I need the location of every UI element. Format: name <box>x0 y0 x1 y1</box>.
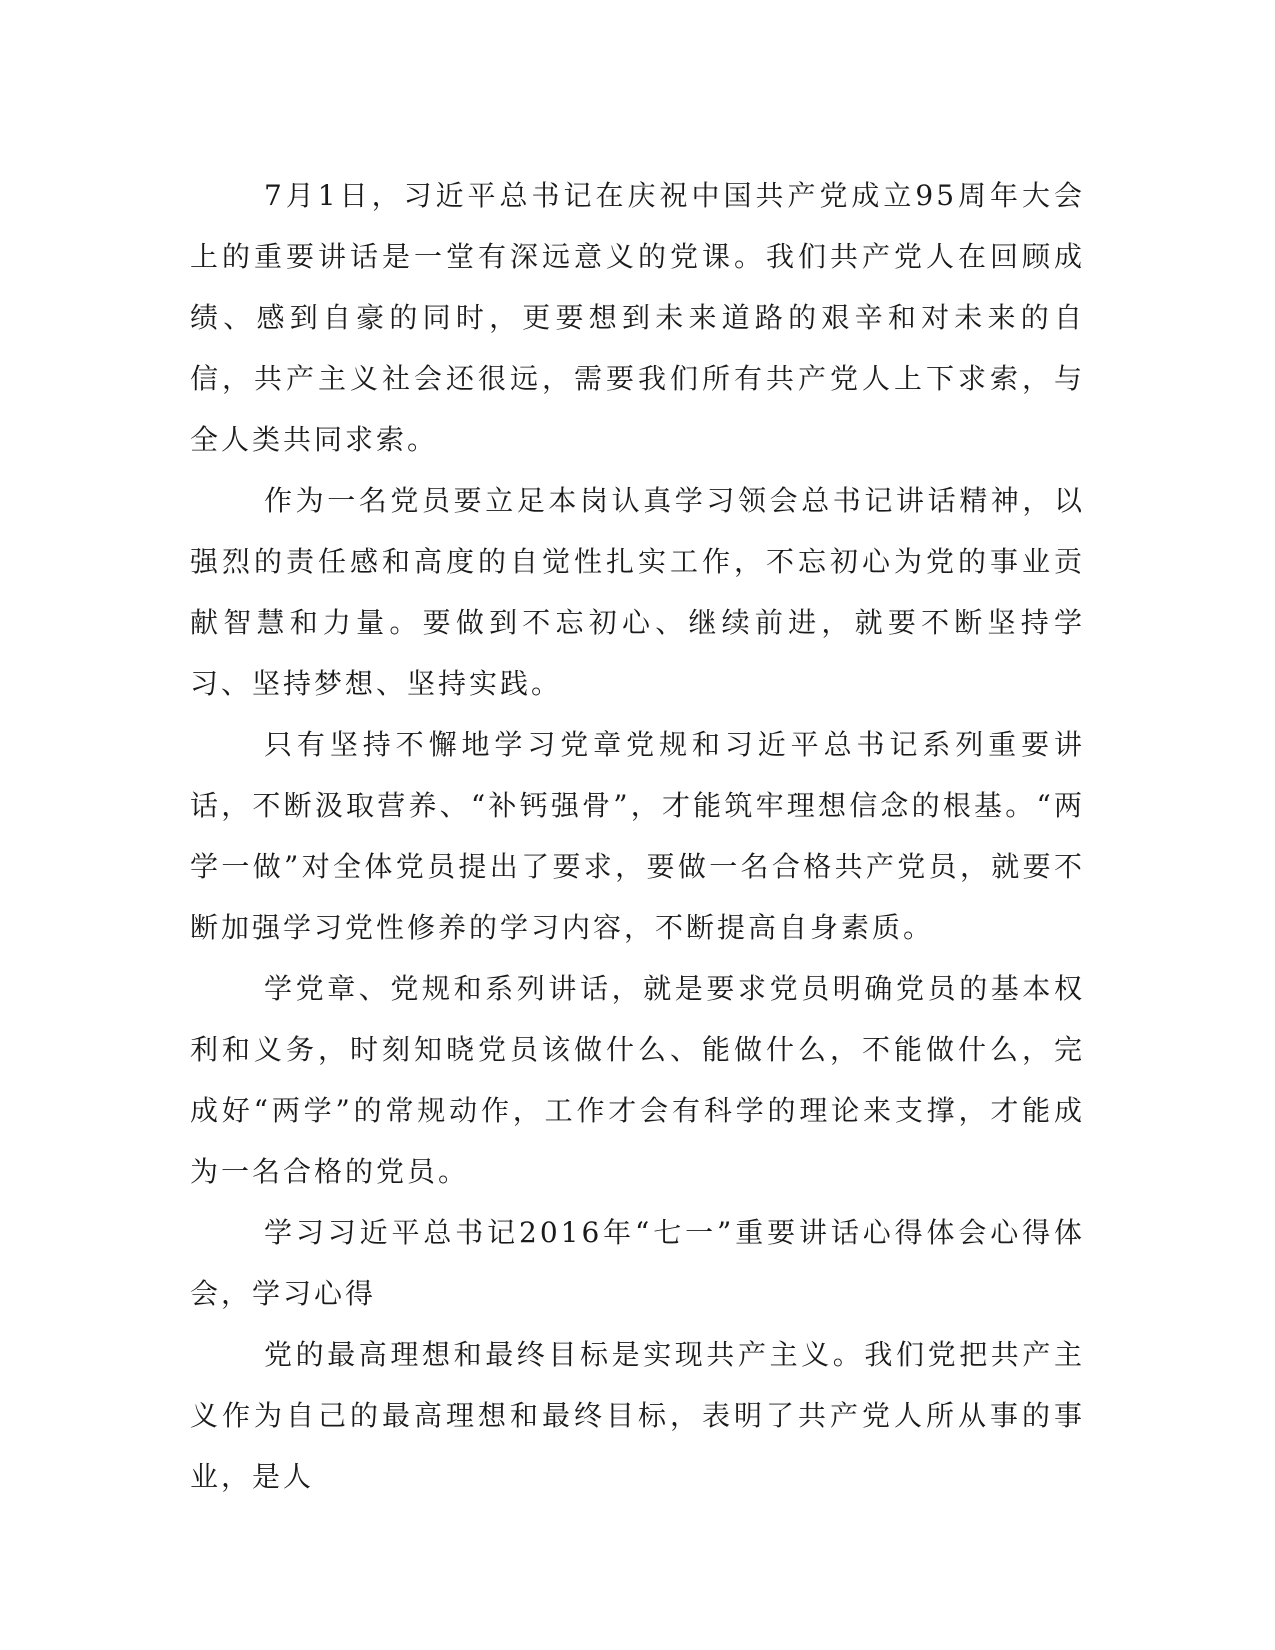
paragraph-6: 党的最高理想和最终目标是实现共产主义。我们党把共产主义作为自己的最高理想和最终目标，表明了共产党人所从事的事业，是人 <box>190 1338 1085 1493</box>
paragraph-4: 学党章、党规和系列讲话，就是要求党员明确党员的基本权利和义务，时刻知晓党员该做什么、能做什么，不能做什么，完成好“两学”的常规动作，工作才会有科学的理论来支撑，才能成为一名合格的党员。 <box>190 972 1085 1188</box>
paragraph-3: 只有坚持不懈地学习党章党规和习近平总书记系列重要讲话，不断汲取营养、“补钙强骨”，才能筑牢理想信念的根基。“两学一做”对全体党员提出了要求，要做一名合格共产党员，就要不断加强学习党性修养的学习内容，不断提高自身素质。 <box>190 728 1085 944</box>
document-body <box>190 165 1085 1507</box>
paragraph-1: 7月1日，习近平总书记在庆祝中国共产党成立95周年大会上的重要讲话是一堂有深远意义的党课。我们共产党人在回顾成绩、感到自豪的同时，更要想到未来道路的艰辛和对未来的自信，共产主义社会还很远，需要我们所有共产党人上下求索，与全人类共同求索。 <box>190 179 1085 456</box>
paragraph-2: 作为一名党员要立足本岗认真学习领会总书记讲话精神，以强烈的责任感和高度的自觉性扎实工作，不忘初心为党的事业贡献智慧和力量。要做到不忘初心、继续前进，就要不断坚持学习、坚持梦想、坚持实践。 <box>190 484 1085 700</box>
paragraph-5: 学习习近平总书记2016年“七一”重要讲话心得体会心得体会，学习心得 <box>190 1216 1085 1310</box>
